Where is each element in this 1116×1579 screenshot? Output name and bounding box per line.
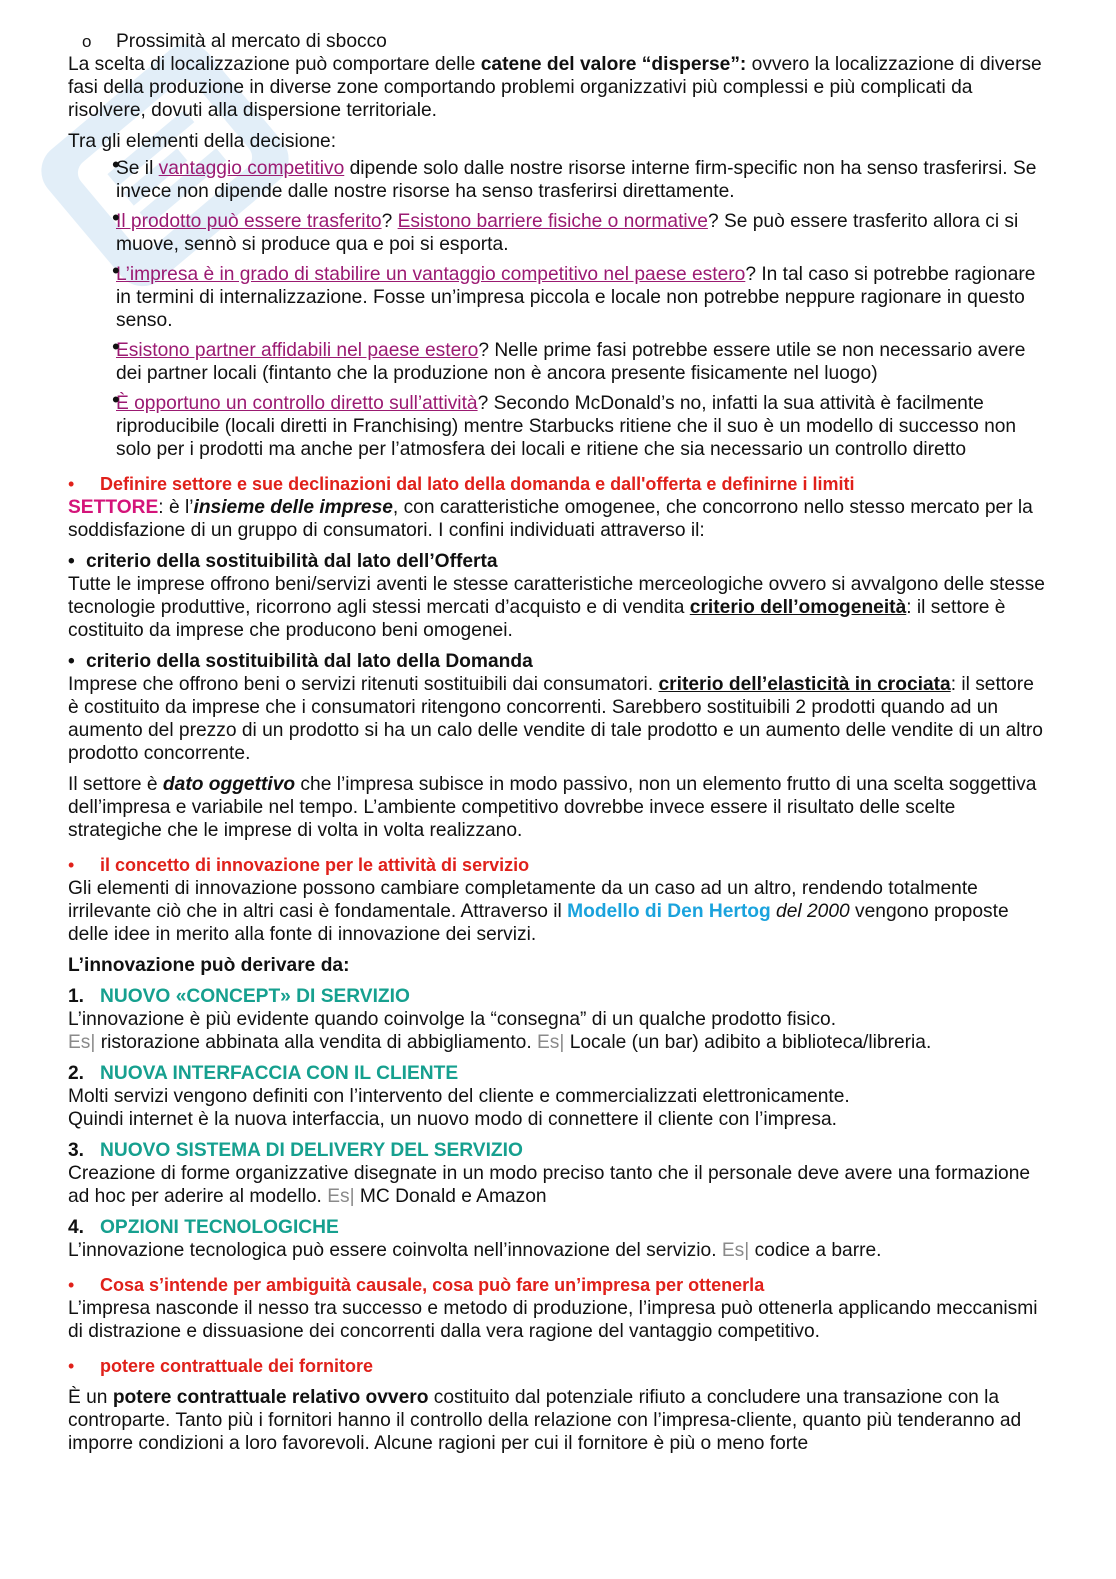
heading-potere-contrattuale: • potere contrattuale dei fornitore — [68, 1356, 374, 1376]
heading-concept-servizio: 1. NUOVO «CONCEPT» DI SERVIZIO — [68, 986, 410, 1007]
heading-opzioni-tecnologiche: 4. OPZIONI TECNOLOGICHE — [68, 1217, 339, 1238]
link-impresa-vantaggio[interactable]: L’impresa è in grado di stabilire un vantaggio competitivo nel paese estero — [116, 264, 746, 285]
list-item: • L’impresa è in grado di stabilire un vantaggio competitivo nel paese estero? In tal caso si potrebbe ragionare in termini di internalizzazione. Fosse un’impresa piccola e locale non potrebbe neppure ragionare in questo senso. — [68, 263, 1048, 332]
paragraph-innovazione: Gli elementi di innovazione possono cambiare completamente da un caso ad un altro, rendendo totalmente irrilevante ciò che in altri casi è fondamentale. Attraverso il Modello di Den Hertog del 2000 vengono proposte delle idee in merito alla fonte di innovazione dei servizi. — [68, 878, 1009, 945]
modello-den-hertog: Modello di Den Hertog — [567, 901, 771, 922]
heading-interfaccia-cliente: 2. NUOVA INTERFACCIA CON IL CLIENTE — [68, 1063, 459, 1084]
list-item: • Il prodotto può essere trasferito? Esistono barriere fisiche o normative? Se può essere trasferito allora ci si muove, sennò si produce qua e poi si esporta. — [68, 210, 1048, 256]
paragraph-opzioni: L’innovazione tecnologica può essere coinvolta nell’innovazione del servizio. Es| codice a barre. — [68, 1240, 882, 1261]
paragraph-delivery: Creazione di forme organizzative disegnate in un modo preciso tanto che il personale deve avere una formazione ad hoc per aderire al modello. Es| MC Donald e Amazon — [68, 1163, 1031, 1207]
heading-ambiguita-causale: • Cosa s’intende per ambiguità causale, cosa può fare un’impresa per ottenerla — [68, 1275, 765, 1295]
catene-valore-bold: catene del valore “disperse”: — [480, 54, 747, 75]
link-vantaggio-competitivo[interactable]: vantaggio competitivo — [158, 158, 345, 179]
paragraph-settore: SETTORE: è l’insieme delle imprese, con caratteristiche omogenee, che concorrono nello stesso mercato per la soddisfazione di un gruppo di consumatori. I confini individuati attraverso il: — [68, 497, 1033, 541]
decision-list — [68, 157, 1048, 461]
list-item: • Se il vantaggio competitivo dipende solo dalle nostre risorse interne firm-specific non ha senso trasferirsi. Se invece non dipende dalle nostre risorse ha senso trasferirsi direttamente. — [68, 157, 1048, 203]
paragraph-interfaccia: Molti servizi vengono definiti con l’intervento del cliente e commercializzati elettronicamente. Quindi internet è la nuova interfaccia, un nuovo modo di connettere il cliente con l’impresa. — [68, 1086, 850, 1130]
paragraph-settore-oggettivo: Il settore è dato oggettivo che l’impresa subisce in modo passivo, non un elemento frutto di una scelta soggettiva dell’impresa e variabile nel tempo. L’ambiente competitivo dovrebbe invece essere il risultato delle scelte strategiche che le imprese di volta in volta realizzano. — [68, 774, 1037, 841]
heading-criterio-offerta: • criterio della sostituibilità dal lato dell’Offerta — [68, 551, 498, 572]
heading-definire-settore: • Definire settore e sue declinazioni dal lato della domanda e dall'offerta e definirne i limiti — [68, 474, 855, 494]
innovazione-deriva-da: L’innovazione può derivare da: — [68, 955, 350, 976]
decision-intro: Tra gli elementi della decisione: — [68, 131, 337, 152]
settore-label: SETTORE — [68, 497, 159, 518]
list-item: • È opportuno un controllo diretto sull’attività? Secondo McDonald’s no, infatti la sua attività è facilmente riproducibile (locali diretti in Franchising) mentre Starbucks ritiene che il suo è un modello di successo non solo per i prodotti ma anche per l’atmosfera dei locali e ritiene che sia necessario un controllo diretto — [68, 392, 1048, 461]
paragraph-catene-valore: La scelta di localizzazione può comportare delle catene del valore “disperse”: ovvero la localizzazione di diverse fasi della produzione in diverse zone comportando problemi organizzativi più complessi e più complicati da risolvere, dovuti alla dispersione territoriale. — [68, 54, 1042, 121]
document-page — [68, 30, 1048, 1455]
paragraph-ambiguita: L’impresa nasconde il nesso tra successo e metodo di produzione, l’impresa può ottenerla applicando meccanismi di distrazione e dissuasione dei concorrenti dalla vera ragione del vantaggio competitivo. — [68, 1298, 1038, 1342]
heading-delivery-servizio: 3. NUOVO SISTEMA DI DELIVERY DEL SERVIZIO — [68, 1140, 523, 1161]
link-barriere[interactable]: Esistono barriere fisiche o normative — [397, 211, 708, 232]
link-controllo-diretto[interactable]: È opportuno un controllo diretto sull’attività — [116, 393, 478, 414]
paragraph-potere: È un potere contrattuale relativo ovvero costituito dal potenziale rifiuto a concludere una transazione con la controparte. Tanto più i fornitori hanno il controllo della relazione con l’impresa-cliente, quanto più tenderanno ad imporre condizioni a loro favorevoli. Alcune ragioni per cui il fornitore è più o meno forte — [68, 1387, 1022, 1454]
heading-criterio-domanda: • criterio della sostituibilità dal lato della Domanda — [68, 651, 533, 672]
link-partner-affidabili[interactable]: Esistono partner affidabili nel paese estero — [116, 340, 479, 361]
paragraph-criterio-domanda: Imprese che offrono beni o servizi ritenuti sostituibili dai consumatori. criterio dell’elasticità in crociata: il settore è costituito da imprese che i consumatori ritengono concorrenti. Sarebbero sostituibili 2 prodotti quando ad un aumento del prezzo di un prodotto si ha un calo delle vendite di tale prodotto e un aumento delle vendite di un altro prodotto concorrente. — [68, 674, 1043, 764]
list-item: • Esistono partner affidabili nel paese estero? Nelle prime fasi potrebbe essere utile se non necessario avere dei partner locali (fintanto che la produzione non è ancora presente fisicamente nel luogo) — [68, 339, 1048, 385]
sub-bullet-prossimita: o Prossimità al mercato di sbocco — [68, 30, 1048, 53]
paragraph-concept: L’innovazione è più evidente quando coinvolge la “consegna” di un qualche prodotto fisico. Es| ristorazione abbinata alla vendita di abbigliamento. Es| Locale (un bar) adibito a biblioteca/libreria. — [68, 1009, 932, 1053]
paragraph-criterio-offerta: Tutte le imprese offrono beni/servizi aventi le stesse caratteristiche merceologiche ovvero si avvalgono delle stesse tecnologie produttive, ricorrono agli stessi mercati d’acquisto e di vendita criterio dell’omogeneità: il settore è costituito da imprese che producono beni omogenei. — [68, 574, 1045, 641]
heading-innovazione-servizi: • il concetto di innovazione per le attività di servizio — [68, 855, 530, 875]
link-prodotto-trasferito[interactable]: Il prodotto può essere trasferito — [116, 211, 382, 232]
